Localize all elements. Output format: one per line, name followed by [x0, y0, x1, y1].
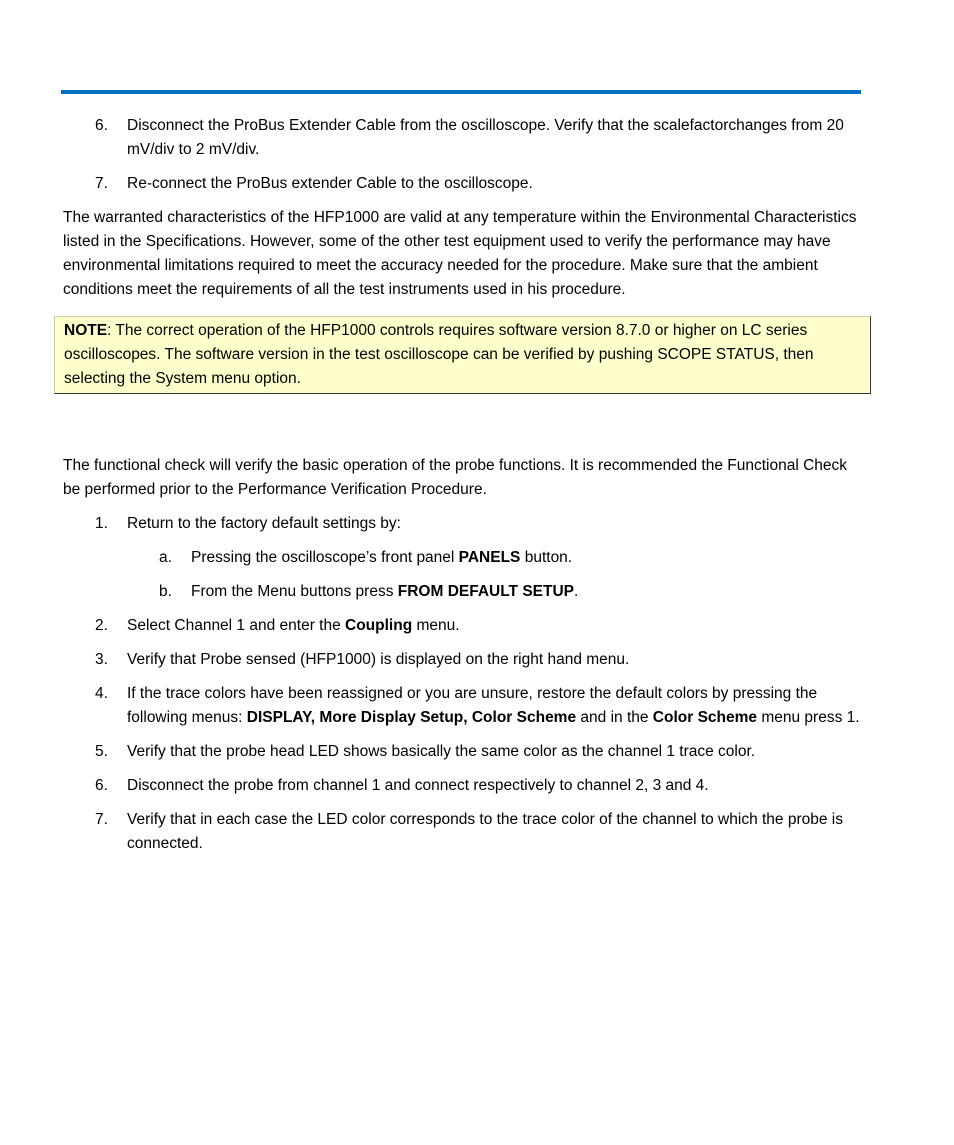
item-number: 7. — [95, 811, 108, 828]
list-item — [63, 114, 863, 162]
item-letter: a. — [159, 549, 172, 566]
note-box — [54, 316, 871, 394]
item-number: 7. — [95, 175, 108, 192]
item-text: Verify that the probe head LED shows basically the same color as the channel 1 trace color. — [127, 743, 756, 760]
item-text: . — [574, 583, 579, 600]
item-text: Return to the factory default settings by: — [127, 515, 401, 532]
section-spacer — [63, 404, 863, 454]
warranted-paragraph: The warranted characteristics of the HFP1000 are valid at any temperature within the Environmental Characteristics listed in the Specifications. However, some of the other test equipment used to verify the performance may have environmental limitations required to meet the accuracy needed for the procedure. Make sure that the ambient conditions meet the requirements of all the test instruments used in his procedure. — [63, 209, 857, 298]
sub-list-item — [63, 546, 863, 570]
item-number: 1. — [95, 515, 108, 532]
page-content — [63, 114, 863, 866]
note-text: : The correct operation of the HFP1000 controls requires software version 8.7.0 or higher on LC series oscilloscopes. The software version in the test oscilloscope can be verified by pushing SCOPE STATUS, then selecting the System menu option. — [64, 322, 814, 387]
item-text: button. — [520, 549, 573, 566]
list-item — [63, 682, 863, 730]
item-letter: b. — [159, 583, 172, 600]
sub-list-item — [63, 580, 863, 604]
header-rule — [61, 90, 861, 94]
list-item — [63, 512, 863, 536]
item-text: From the Menu buttons press — [191, 583, 398, 600]
item-number: 6. — [95, 777, 108, 794]
list-item — [63, 774, 863, 798]
item-text: menu. — [412, 617, 460, 634]
item-number: 3. — [95, 651, 108, 668]
item-bold: PANELS — [458, 549, 521, 566]
item-bold: Color Scheme — [652, 709, 758, 726]
list-item — [63, 614, 863, 638]
item-bold: Coupling — [345, 617, 413, 634]
list-item — [63, 648, 863, 672]
list-item — [63, 172, 863, 196]
item-number: 5. — [95, 743, 108, 760]
item-text: If the trace colors have been reassigned or you are unsure, restore the default colors by pressing the following menus: — [127, 685, 818, 726]
item-text: Pressing the oscilloscope’s front panel — [191, 549, 459, 566]
item-text: Select Channel 1 and enter the — [127, 617, 346, 634]
note-label: NOTE — [64, 322, 108, 339]
item-number: 4. — [95, 685, 108, 702]
item-text: Verify that Probe sensed (HFP1000) is displayed on the right hand menu. — [127, 651, 630, 668]
item-text: Disconnect the probe from channel 1 and connect respectively to channel 2, 3 and 4. — [127, 777, 709, 794]
item-bold: DISPLAY, More Display Setup, Color Scheme — [246, 709, 577, 726]
item-number: 6. — [95, 117, 108, 134]
item-text: menu press 1. — [757, 709, 860, 726]
item-text: Disconnect the ProBus Extender Cable from the oscilloscope. Verify that the scalefactorchanges from 20 mV/div to 2 mV/div. — [127, 117, 844, 158]
item-text: Verify that in each case the LED color corresponds to the trace color of the channel to which the probe is connected. — [127, 811, 843, 852]
item-text: and in the — [576, 709, 653, 726]
functional-paragraph: The functional check will verify the basic operation of the probe functions. It is recommended the Functional Check be performed prior to the Performance Verification Procedure. — [63, 457, 848, 498]
list-item — [63, 808, 863, 856]
item-number: 2. — [95, 617, 108, 634]
item-bold: FROM DEFAULT SETUP — [397, 583, 575, 600]
item-text: Re-connect the ProBus extender Cable to the oscilloscope. — [127, 175, 533, 192]
list-item — [63, 740, 863, 764]
